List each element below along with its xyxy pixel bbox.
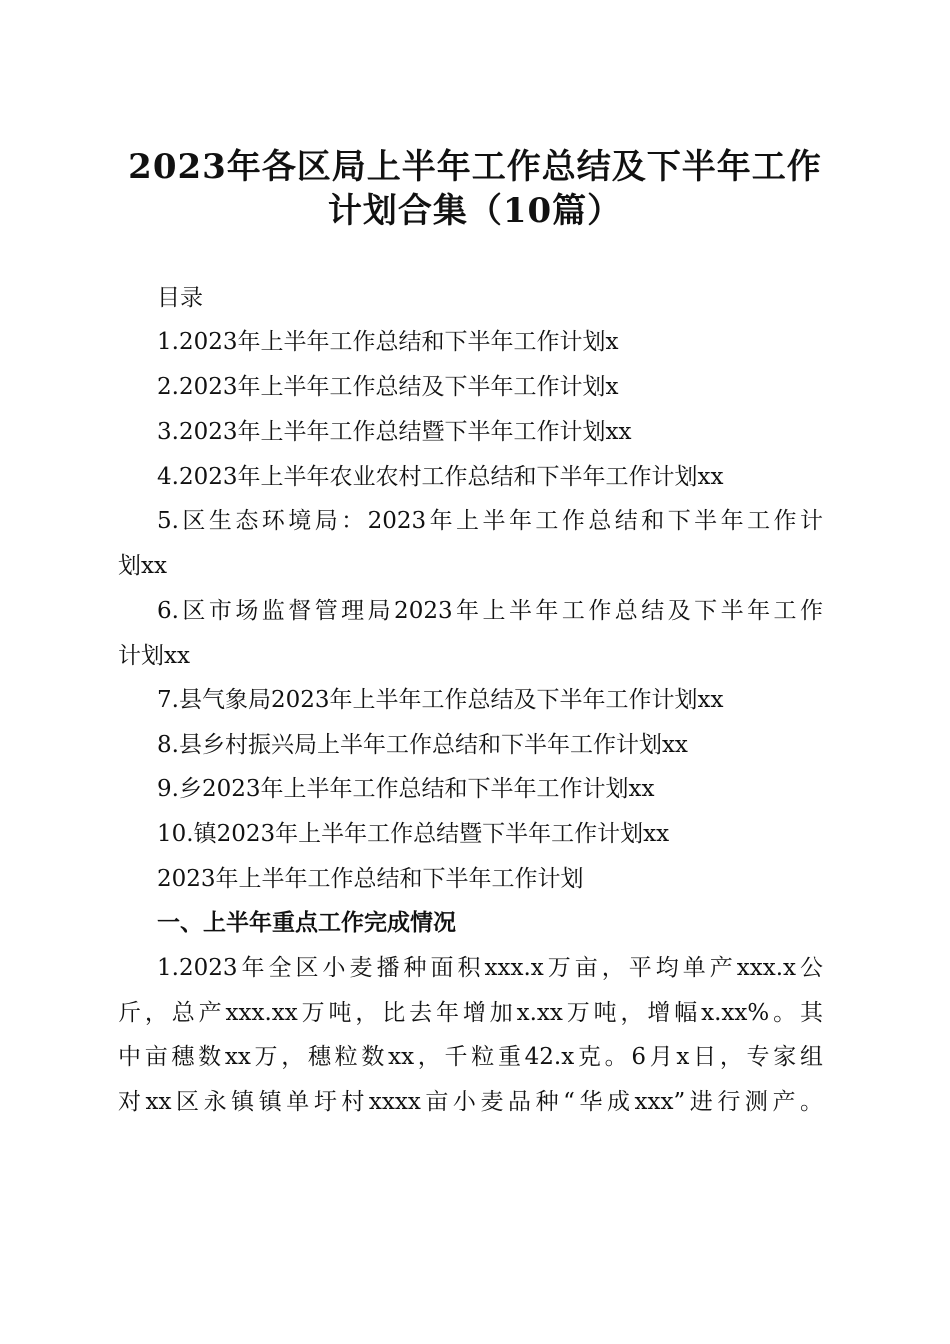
paragraph-line-3: 中亩穗数xx万，穗粒数xx，千粒重42.x克。6月x日，专家组	[118, 1044, 823, 1070]
paragraph-line-1: 1.2023年全区小麦播种面积xxx.x万亩，平均单产xxx.x公	[157, 955, 823, 981]
toc-item-3: 3.2023年上半年工作总结暨下半年工作计划xx	[157, 419, 632, 445]
section-heading: 一、上半年重点工作完成情况	[157, 910, 456, 936]
toc-item-8: 8.县乡村振兴局上半年工作总结和下半年工作计划xx	[157, 732, 688, 758]
paragraph-line-4: 对xx区永镇镇单圩村xxxx亩小麦品种“华成xxx”进行测产。	[118, 1089, 823, 1115]
document-title-line-1: 2023年各区局上半年工作总结及下半年工作	[128, 147, 822, 187]
toc-item-2: 2.2023年上半年工作总结及下半年工作计划x	[157, 374, 619, 400]
toc-item-4: 4.2023年上半年农业农村工作总结和下半年工作计划xx	[157, 464, 724, 490]
toc-item-1: 1.2023年上半年工作总结和下半年工作计划x	[157, 329, 619, 355]
toc-item-7: 7.县气象局2023年上半年工作总结及下半年工作计划xx	[157, 687, 724, 713]
article-title: 2023年上半年工作总结和下半年工作计划	[157, 866, 584, 892]
document-title-line-2: 计划合集（10篇）	[327, 191, 623, 231]
toc-label: 目录	[157, 285, 203, 311]
toc-item-10: 10.镇2023年上半年工作总结暨下半年工作计划xx	[157, 821, 670, 847]
toc-item-5-line-2: 划xx	[118, 553, 167, 579]
toc-item-6-line-1: 6.区市场监督管理局2023年上半年工作总结及下半年工作	[157, 598, 823, 624]
toc-item-5-line-1: 5.区生态环境局：2023年上半年工作总结和下半年工作计	[157, 508, 823, 534]
toc-item-9: 9.乡2023年上半年工作总结和下半年工作计划xx	[157, 776, 655, 802]
toc-item-6-line-2: 计划xx	[118, 643, 190, 669]
paragraph-line-2: 斤，总产xxx.xx万吨，比去年增加x.xx万吨，增幅x.xx%。其	[118, 1000, 823, 1026]
